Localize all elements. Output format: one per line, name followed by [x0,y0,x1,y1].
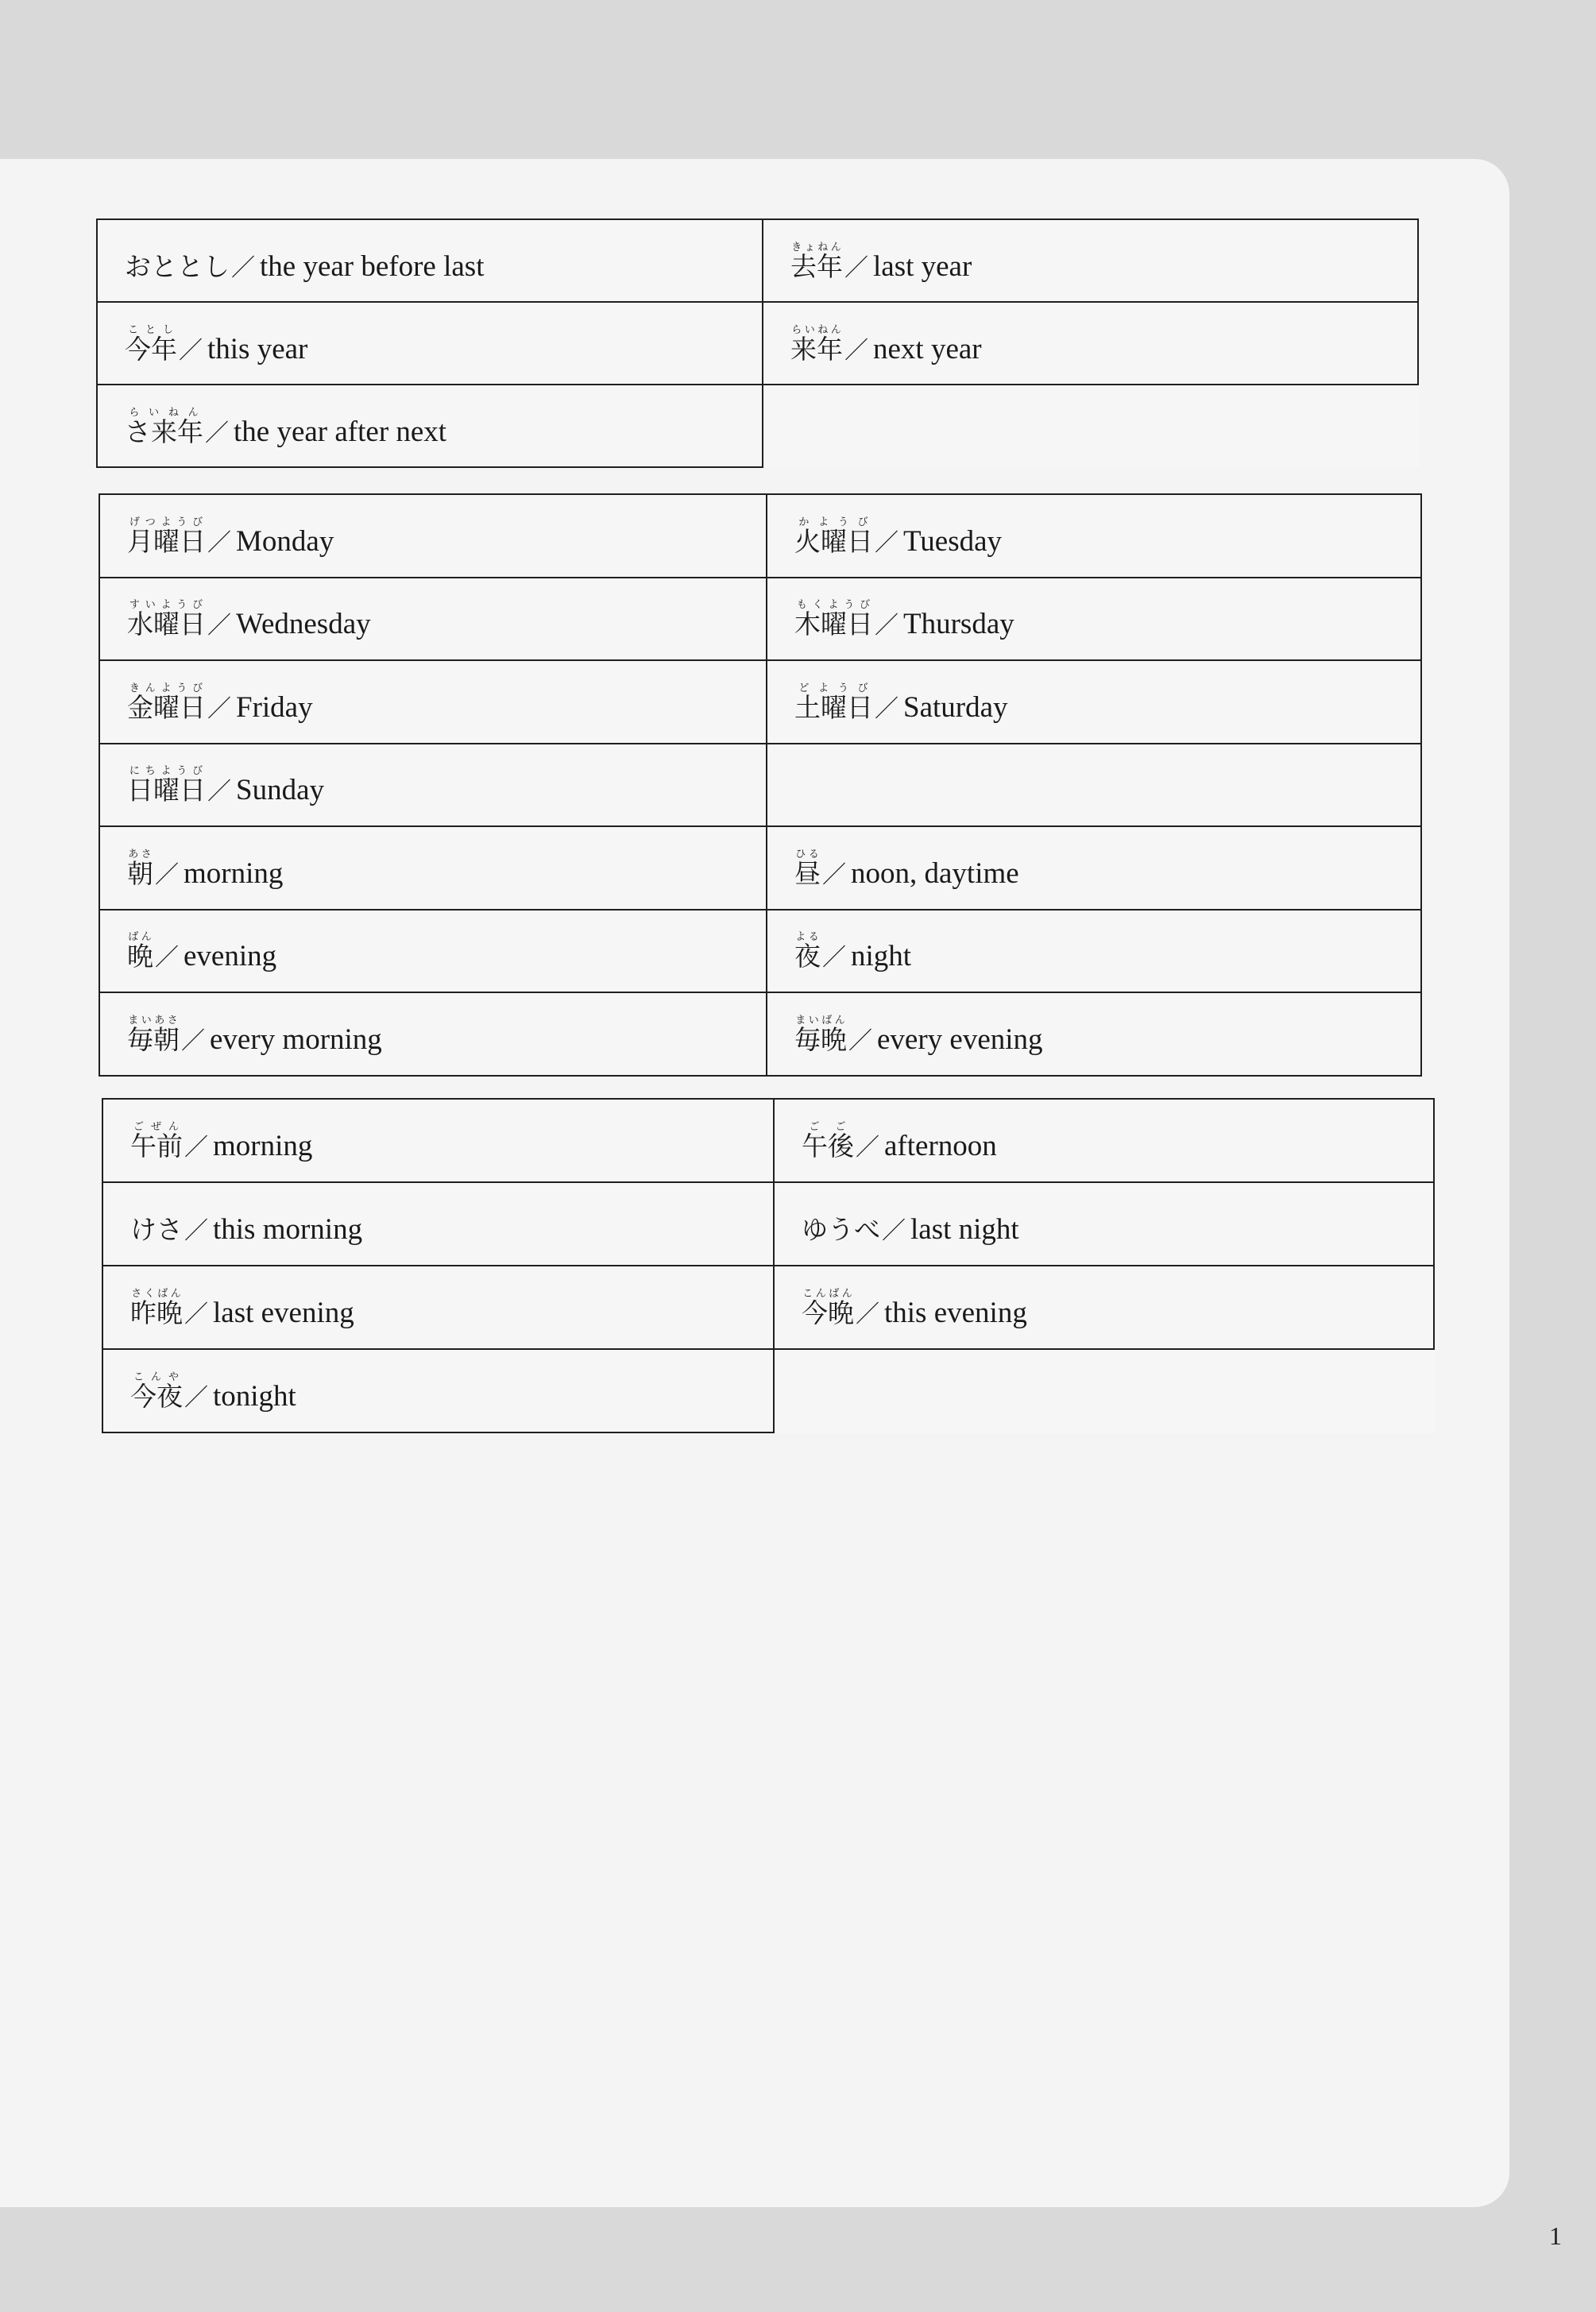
vocab-cell [99,992,767,1076]
vocab-entry [127,930,276,971]
separator-slash: ／ [207,612,231,640]
english-meaning: Thursday [903,608,1014,641]
vocab-entry [127,682,313,722]
japanese-term: 昨晩 [130,1297,183,1328]
english-meaning: morning [213,1130,313,1162]
japanese-term: 毎朝 [127,1023,180,1055]
vocab-entry [127,848,283,888]
vocab-cell [774,1266,1434,1349]
japanese-term: 毎晩 [794,1023,847,1055]
vocab-cell [102,1182,774,1266]
english-meaning: last evening [213,1297,354,1329]
vocab-table-days-times [99,493,1422,1077]
japanese-term: 夜 [794,941,821,972]
english-meaning: next year [873,332,982,365]
table-row [99,744,1421,827]
furigana-reading: すいようび [127,599,206,612]
english-meaning: the year after next [234,415,447,448]
vocab-entry [127,516,334,556]
japanese-term: ゆうべ [802,1214,880,1245]
separator-slash: ／ [875,612,898,640]
separator-slash: ／ [822,860,846,889]
japanese-term: 来年 [790,333,843,365]
english-meaning: evening [184,940,277,973]
vocab-cell [102,1349,774,1432]
separator-slash: ／ [882,1217,906,1245]
separator-slash: ／ [875,694,898,723]
vocab-entry [790,241,972,281]
furigana-reading: ひる [794,848,821,860]
table-row [97,385,1418,467]
japanese-term: 今晩 [802,1297,854,1328]
vocab-entry [127,1014,382,1054]
separator-slash: ／ [207,778,231,806]
japanese-term: おととし [125,250,230,282]
table-row [102,1099,1434,1182]
vocab-entry [130,1287,354,1328]
vocab-entry [130,1371,296,1411]
english-meaning: every morning [210,1023,382,1056]
furigana-reading: こんや [130,1371,183,1383]
separator-slash: ／ [205,419,229,447]
furigana-reading: らいねん [125,406,203,419]
japanese-term: さ来年 [125,416,203,447]
english-meaning: Tuesday [903,524,1003,558]
japanese-term: 昼 [794,857,821,889]
table-row [102,1266,1434,1349]
vocab-cell [99,660,767,744]
english-meaning: Wednesday [236,608,371,641]
separator-slash: ／ [231,253,255,282]
vocab-table-years [96,218,1419,468]
vocab-cell [97,302,763,385]
vocab-cell [767,494,1421,578]
furigana-reading: どようび [794,682,873,694]
table-row [99,660,1421,744]
vocab-entry [790,323,982,364]
english-meaning: morning [184,856,284,890]
english-meaning: tonight [213,1380,296,1413]
separator-slash: ／ [181,1026,205,1055]
english-meaning: every evening [877,1023,1043,1056]
japanese-term: 月曜日 [127,525,206,557]
english-meaning: last year [873,249,972,283]
japanese-term: 土曜日 [794,691,873,723]
japanese-term: 水曜日 [127,609,206,640]
table-cell-blank [774,1349,1434,1432]
english-meaning: last night [910,1213,1019,1246]
japanese-term: 木曜日 [794,609,873,640]
english-meaning: the year before last [260,249,485,283]
vocab-cell [97,385,763,467]
vocab-entry [802,1120,997,1161]
table-row [97,302,1418,385]
japanese-term: 火曜日 [794,525,873,557]
vocab-entry [125,241,485,281]
japanese-term: 今夜 [130,1381,183,1412]
vocab-cell [99,578,767,661]
english-meaning: noon, daytime [851,856,1019,890]
english-meaning: this morning [213,1213,363,1246]
furigana-reading: ごご [802,1121,854,1133]
separator-slash: ／ [856,1134,879,1162]
japanese-term: 今年 [125,333,177,365]
furigana-reading: あさ [127,848,153,860]
furigana-reading: きょねん [790,241,843,253]
furigana-reading: ことし [125,323,177,336]
english-meaning: night [851,940,912,973]
separator-slash: ／ [848,1026,872,1055]
separator-slash: ／ [155,944,179,972]
table-row [99,578,1421,661]
separator-slash: ／ [179,336,203,365]
vocab-entry [130,1204,362,1244]
furigana-reading: まいばん [794,1014,847,1026]
vocab-cell [774,1182,1434,1266]
separator-slash: ／ [155,860,179,889]
separator-slash: ／ [207,528,231,557]
vocab-cell [767,910,1421,993]
english-meaning: Monday [236,524,334,558]
vocab-cell [99,826,767,910]
vocab-cell [99,910,767,993]
vocab-entry [794,598,1014,639]
table-cell-blank [763,385,1418,467]
vocab-entry [802,1204,1019,1244]
english-meaning: Saturday [903,690,1008,724]
table-row [97,219,1418,302]
page-number: 1 [1549,2221,1562,2250]
japanese-term: けさ [130,1214,183,1245]
separator-slash: ／ [822,944,846,972]
separator-slash: ／ [844,336,868,365]
english-meaning: this year [207,332,308,365]
furigana-reading: きんようび [127,682,206,694]
japanese-term: 日曜日 [127,775,206,806]
vocab-cell [767,660,1421,744]
vocab-entry [127,764,324,805]
furigana-reading: かようび [794,516,873,528]
table-row [102,1182,1434,1266]
vocab-table-time-of-day [102,1098,1435,1433]
separator-slash: ／ [184,1384,208,1412]
table-row [102,1349,1434,1432]
vocab-cell [774,1099,1434,1182]
separator-slash: ／ [844,253,868,282]
vocab-cell [763,302,1418,385]
separator-slash: ／ [875,528,898,557]
vocab-entry [794,848,1019,888]
vocab-cell [102,1266,774,1349]
english-meaning: Sunday [236,774,324,807]
vocab-entry [127,598,371,639]
separator-slash: ／ [184,1217,208,1245]
furigana-reading: まいあさ [127,1014,180,1026]
japanese-term: 午後 [802,1131,854,1162]
vocab-cell [102,1099,774,1182]
furigana-reading: こんばん [802,1288,854,1300]
japanese-term: 朝 [127,857,153,889]
vocab-cell [767,826,1421,910]
vocab-entry [802,1287,1027,1328]
table-row [99,910,1421,993]
furigana-reading: げつようび [127,516,206,528]
furigana-reading: ごぜん [130,1121,183,1133]
english-meaning: afternoon [884,1130,997,1162]
japanese-term: 去年 [790,250,843,282]
vocab-cell [99,494,767,578]
vocab-cell [767,578,1421,661]
separator-slash: ／ [856,1301,879,1328]
furigana-reading: さくばん [130,1288,183,1300]
japanese-term: 午前 [130,1131,183,1162]
vocab-entry [794,516,1002,556]
furigana-reading: にちようび [127,765,206,778]
table-row [99,992,1421,1076]
furigana-reading: らいねん [790,323,843,336]
english-meaning: Friday [236,690,313,724]
furigana-reading: もくようび [794,599,873,612]
table-row [99,826,1421,910]
separator-slash: ／ [184,1301,208,1328]
japanese-term: 金曜日 [127,691,206,723]
separator-slash: ／ [207,694,231,723]
vocab-cell [99,744,767,827]
furigana-reading: ばん [127,931,153,944]
table-row [99,494,1421,578]
vocab-entry [125,406,446,447]
vocab-entry [130,1120,312,1161]
vocab-cell [97,219,763,302]
furigana-reading: よる [794,931,821,944]
table-cell-empty [767,744,1421,827]
english-meaning: this evening [884,1297,1027,1329]
vocab-entry [794,1014,1043,1054]
japanese-term: 晩 [127,941,153,972]
vocab-entry [794,930,911,971]
vocab-cell [767,992,1421,1076]
vocab-cell [763,219,1418,302]
vocab-entry [794,682,1008,722]
vocab-entry [125,323,307,364]
separator-slash: ／ [184,1134,208,1162]
